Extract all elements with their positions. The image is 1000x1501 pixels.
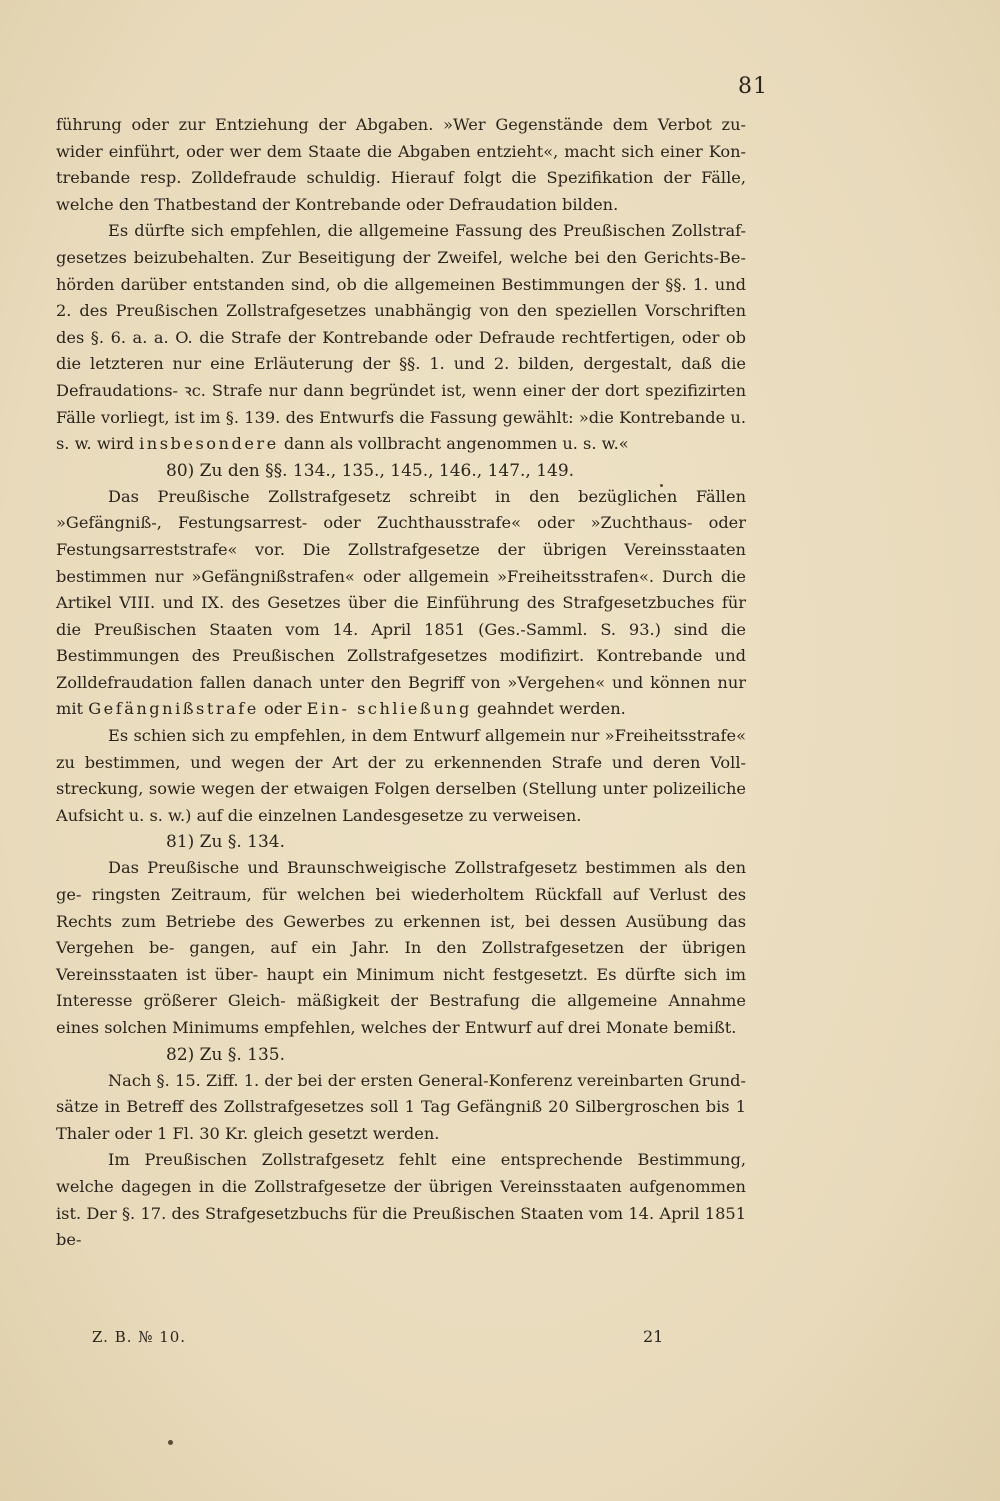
- ink-speck: [168, 1440, 173, 1445]
- paragraph-section-82-a: Nach §. 15. Ziff. 1. der bei der ersten General-Konferenz vereinbarten Grund- sätze in Betreff des Zollstrafgesetzes soll 1 Tag Gefängniß 20 Silbergroschen bis 1 Thaler oder 1 Fl. 30 Kr. gleich gesetzt werden.: [56, 1070, 746, 1143]
- paragraph-section-81: Das Preußische und Braunschweigische Zollstrafgesetz bestimmen als den ge- ringsten Zeitraum, für welchen bei wiederholtem Rückfall auf Verlust des Rechts zum Betriebe des Gewerbes zu erkennen ist, bei dessen Ausübung das Vergehen be- gangen, auf ein Jahr. In den Zollstrafgesetzen der übrigen Vereinsstaaten ist über- haupt ein Minimum nicht festgesetzt. Es dürfte sich im Interesse größerer Gleich- mäßigkeit der Bestrafung die allgemeine Annahme eines solchen Minimums empfehlen, welches der Entwurf auf drei Monate bemißt.: [56, 858, 746, 1037]
- paragraph-section-82-b: Im Preußischen Zollstrafgesetz fehlt eine entsprechende Bestimmung, welche dagegen in die Zollstrafgesetze der übrigen Vereinsstaaten aufgenommen ist. Der §. 17. des Strafgesetzbuchs für die Preußischen Staaten vom 14. April 1851 be-: [56, 1150, 746, 1250]
- emphasis-gefaengnisstrafe: Gefängnißstrafe: [88, 699, 259, 719]
- paragraph-freiheitsstrafe: Es schien sich zu empfehlen, in dem Entwurf allgemein nur »Freiheitsstrafe« zu bestimmen, und wegen der Art der zu erkennenden Strafe und deren Voll- streckung, sowie wegen der etwaigen Folgen derselben (Stellung unter polizeiliche Aufsicht u. s. w.) auf die einzelnen Landesgesetze zu verweisen.: [56, 726, 746, 825]
- section-heading-81: 81) Zu §. 134.: [166, 832, 285, 853]
- paragraph-section-80-tail: geahndet werden.: [477, 699, 626, 719]
- sheet-number: 21: [643, 1327, 664, 1346]
- page-number: 81: [738, 74, 768, 99]
- paragraph-recommendation: [56, 218, 746, 457]
- body-text: [56, 112, 746, 1254]
- paragraph-recommendation-text: Es dürfte sich empfehlen, die allgemeine Fassung des Preußischen Zollstraf- gesetzes beizubehalten. Zur Beseitigung der Zweifel, welche bei den Gerichts-Be- hörden darüber entstanden sind, ob die allgemeinen Bestimmungen der §§. 1. und 2. des Preußischen Zollstrafgesetzes unabhängig von den speziellen Vorschriften des §. 6. a. a. O. die Strafe der Kontrebande oder Defraude rechtfertigen, oder ob die letzteren nur eine Erläuterung der §§. 1. und 2. bilden, dergestalt, daß die Defraudations- ꝛc. Strafe nur dann begründet ist, wenn einer der dort spezifizirten Fälle vorliegt, ist im §. 139. des Entwurfs die Fassung gewählt: »die Kontrebande u. s. w. wird: [56, 221, 746, 454]
- emphasis-einschliessung: Ein- schließung: [306, 699, 472, 719]
- ink-speck: [660, 484, 663, 487]
- section-heading-82: 82) Zu §. 135.: [166, 1044, 285, 1065]
- paragraph-recommendation-tail: dann als vollbracht angenommen u. s. w.«: [283, 434, 629, 454]
- paragraph-section-80-text: Das Preußische Zollstrafgesetz schreibt in den bezüglichen Fällen »Gefängniß-, Festungsarrest- oder Zuchthausstrafe« oder »Zuchthaus- oder Festungsarreststrafe« vor. Die Zollstrafgesetze der übrigen Vereinsstaaten bestimmen nur »Gefängnißstrafen« oder allgemein »Freiheitsstrafen«. Durch die Artikel VIII. und IX. des Gesetzes über die Einführung des Strafgesetzbuches für die Preußischen Staaten vom 14. April 1851 (Ges.-Samml. S. 93.) sind die Bestimmungen des Preußischen Zollstrafgesetzes modifizirt. Kontrebande und Zolldefraudation fallen danach unter den Begriff von »Vergehen« und können nur mit: [56, 486, 746, 719]
- section-heading-80: 80) Zu den §§. 134., 135., 145., 146., 147., 149.: [166, 460, 575, 481]
- emphasis-insbesondere: insbesondere: [139, 434, 279, 454]
- paragraph-section-80: [56, 484, 746, 723]
- paragraph-intro: führung oder zur Entziehung der Abgaben. »Wer Gegenstände dem Verbot zu- wider einführt, oder wer dem Staate die Abgaben entzieht«, macht sich einer Kon- trebande resp. Zolldefraude schuldig. Hierauf folgt die Spezifikation der Fälle, welche den Thatbestand der Kontrebande oder Defraudation bilden.: [56, 115, 746, 214]
- paragraph-section-80-mid: oder: [264, 699, 302, 719]
- printer-signature: Z. B. № 10.: [92, 1328, 187, 1346]
